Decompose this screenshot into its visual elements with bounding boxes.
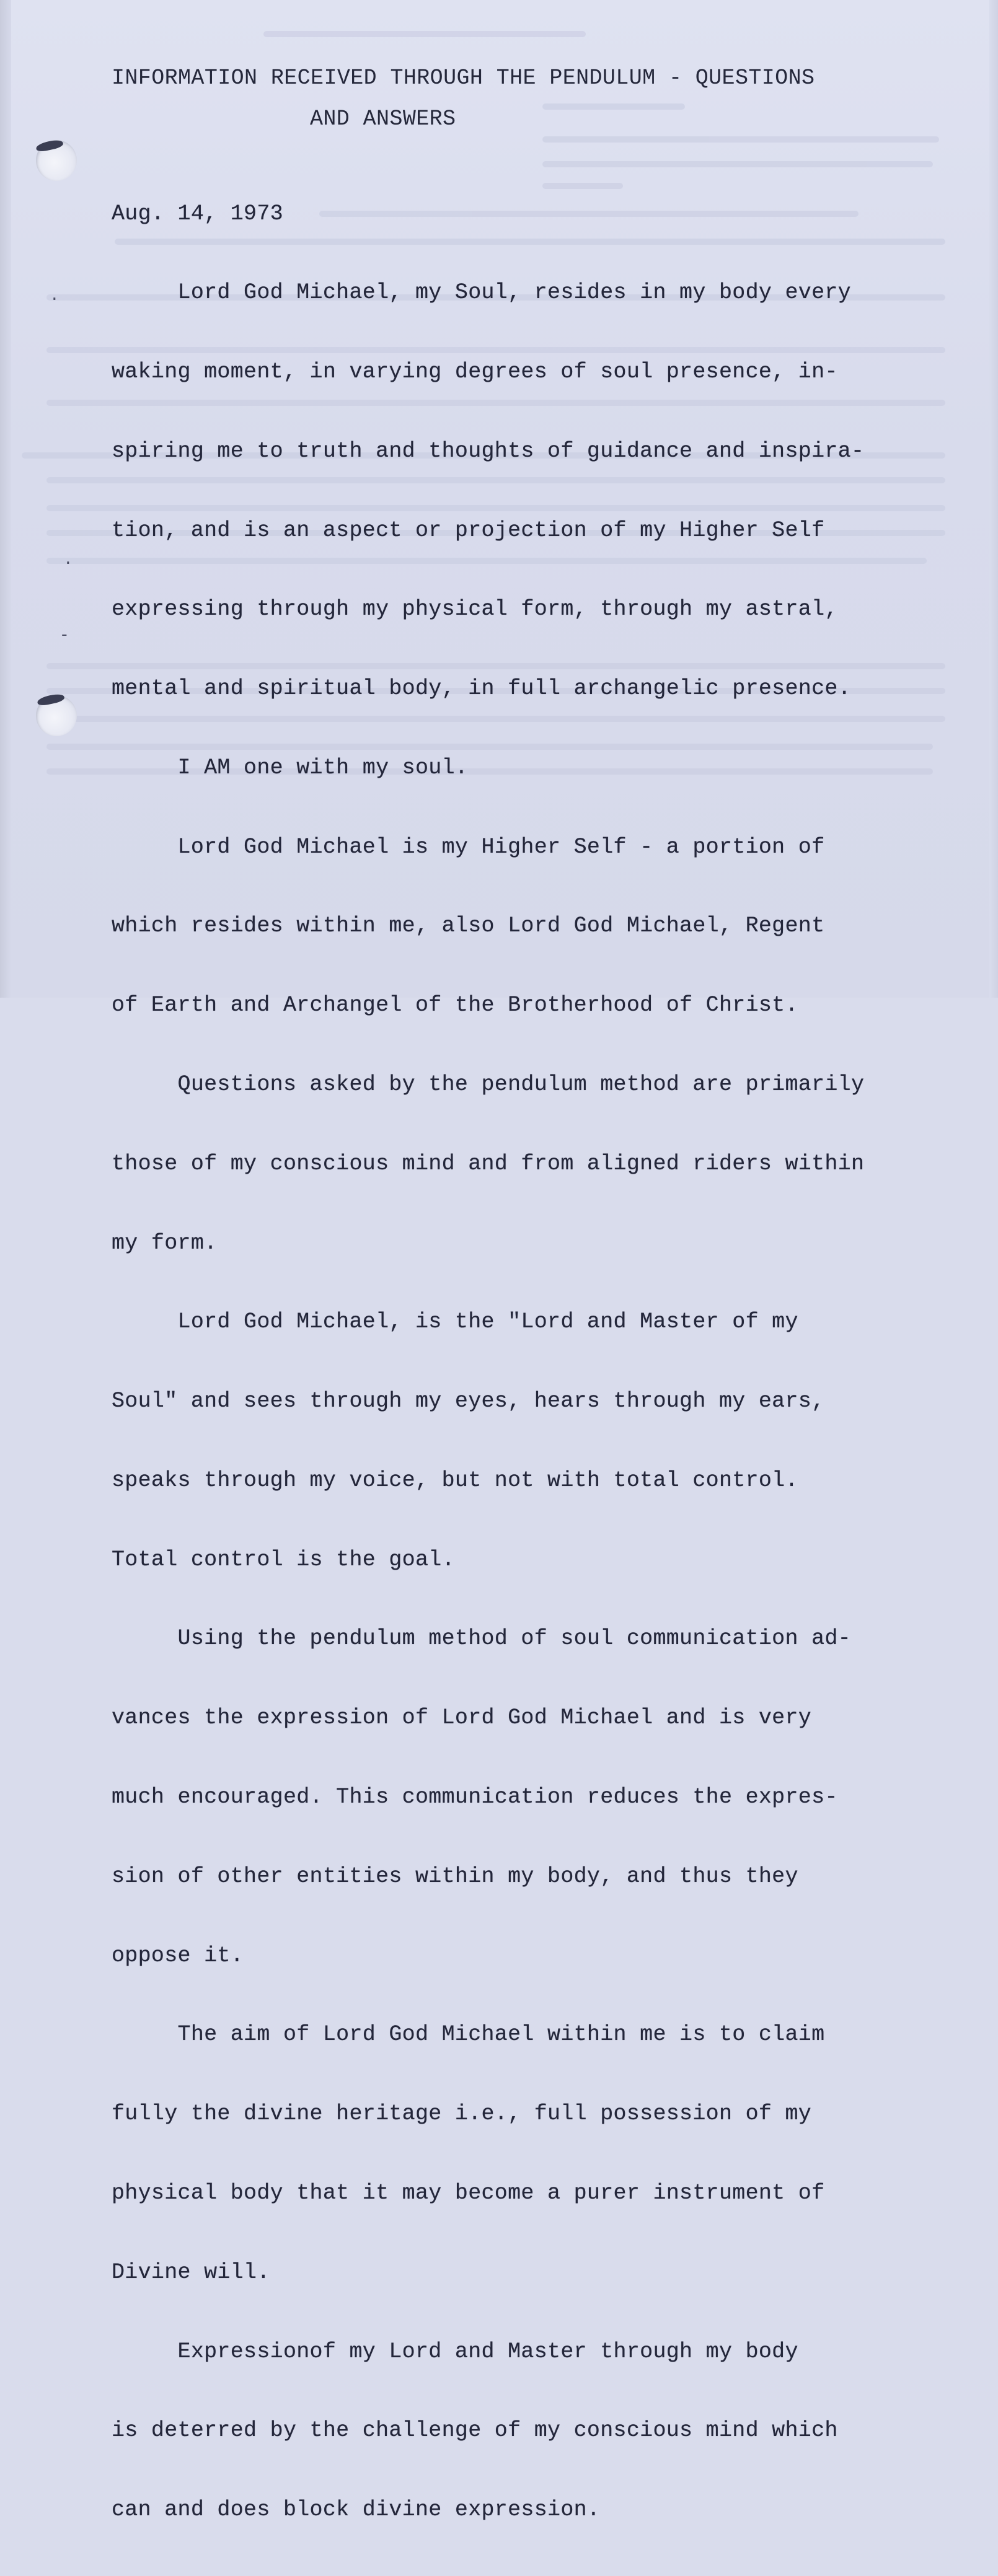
- margin-dot-2: .: [63, 550, 73, 569]
- text-line: Lord God Michael, is the "Lord and Master of my: [112, 1309, 798, 1335]
- text-line: Expressionof my Lord and Master through my body: [112, 2339, 798, 2364]
- text-line: waking moment, in varying degrees of soul presence, in-: [112, 359, 838, 384]
- margin-dot-1: .: [50, 286, 60, 305]
- document-title-line-1: INFORMATION RECEIVED THROUGH THE PENDULUM - QUESTIONS: [112, 66, 815, 90]
- page-right-edge: [989, 0, 998, 998]
- text-line: Soul" and sees through my eyes, hears through my ears,: [112, 1389, 825, 1414]
- text-line: mental and spiritual body, in full archangelic presence.: [112, 676, 851, 701]
- page-left-edge: [0, 0, 11, 998]
- margin-dash: -: [60, 626, 69, 644]
- document-title-line-2: AND ANSWERS: [310, 107, 456, 131]
- text-line: physical body that it may become a purer instrument of: [112, 2180, 825, 2205]
- text-line: sion of other entities within my body, and thus they: [112, 1863, 798, 1889]
- text-line: oppose it.: [112, 1943, 244, 1968]
- body-text: [112, 227, 864, 2576]
- text-line: much encouraged. This communication reduces the expres-: [112, 1785, 838, 1810]
- text-line: vances the expression of Lord God Michael and is very: [112, 1705, 812, 1731]
- text-line: can and does block divine expression.: [112, 2497, 601, 2523]
- text-line: tion, and is an aspect or projection of my Higher Self: [112, 517, 825, 543]
- text-line: my form.: [112, 1230, 218, 1255]
- text-line: is deterred by the challenge of my conscious mind which: [112, 2418, 838, 2443]
- text-line: Divine will.: [112, 2259, 270, 2285]
- text-line: which resides within me, also Lord God Michael, Regent: [112, 913, 825, 939]
- text-line: Lord God Michael, my Soul, resides in my body every: [112, 280, 851, 306]
- text-line: I AM one with my soul.: [112, 755, 469, 780]
- text-line: Total control is the goal.: [112, 1547, 455, 1572]
- text-line: Questions asked by the pendulum method are primarily: [112, 1072, 865, 1097]
- text-line: speaks through my voice, but not with total control.: [112, 1467, 798, 1493]
- text-line: those of my conscious mind and from aligned riders within: [112, 1151, 865, 1176]
- text-line: Using the pendulum method of soul communication ad-: [112, 1626, 851, 1651]
- text-line: fully the divine heritage i.e., full possession of my: [112, 2101, 812, 2127]
- text-line: The aim of Lord God Michael within me is to claim: [112, 2022, 825, 2047]
- text-line: of Earth and Archangel of the Brotherhood of Christ.: [112, 993, 798, 1018]
- document-date: Aug. 14, 1973: [112, 201, 283, 226]
- text-line: spiring me to truth and thoughts of guidance and inspira-: [112, 438, 865, 464]
- text-line: Lord God Michael is my Higher Self - a portion of: [112, 834, 825, 859]
- text-line: expressing through my physical form, through my astral,: [112, 597, 838, 622]
